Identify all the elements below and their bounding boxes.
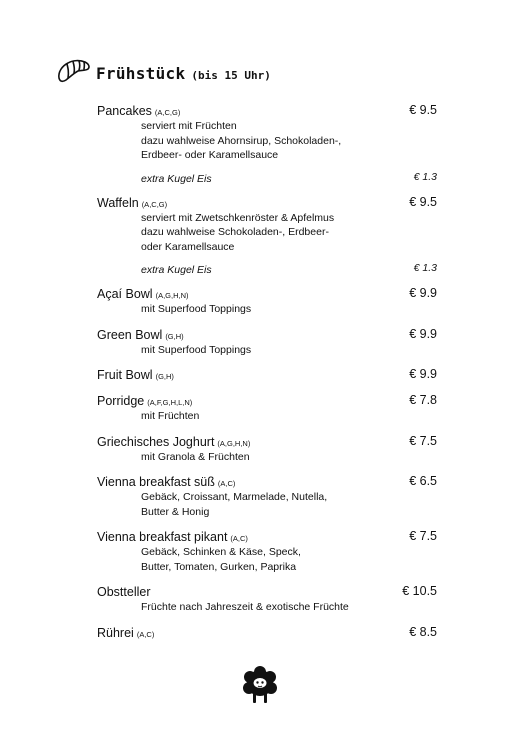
menu-item-price: € 6.5 <box>409 474 437 488</box>
menu-item-row <box>97 194 437 211</box>
menu-item-name: Fruit Bowl <box>97 368 153 382</box>
menu-item-name: Waffeln <box>97 195 139 210</box>
menu-item-name: Green Bowl <box>97 327 163 342</box>
menu-item-row <box>97 366 437 383</box>
menu-item <box>97 194 437 277</box>
menu-item-description <box>97 450 437 465</box>
description-line: Gebäck, Schinken & Käse, Speck, <box>141 546 301 558</box>
description-line: dazu wahlweise Schokoladen-, Erdbeer- <box>141 226 329 238</box>
description-line: mit Superfood Toppings <box>141 343 252 356</box>
menu-item-price: € 10.5 <box>402 584 437 598</box>
menu-item-name-wrap <box>97 394 192 408</box>
menu-item <box>97 583 437 615</box>
description-line: Früchte nach Jahreszeit & exotische Früchte <box>141 601 349 613</box>
page-title: Frühstück <box>96 64 186 83</box>
extra-option-name: extra Kugel Eis <box>141 264 212 276</box>
menu-item-name-wrap <box>97 435 250 449</box>
menu-item-description <box>97 119 437 163</box>
extra-option-price: € 1.3 <box>413 170 437 183</box>
allergen-codes: (A,G,H,N) <box>155 291 189 300</box>
menu-item-name: Vienna breakfast pikant <box>97 530 228 544</box>
allergen-codes: (A,C) <box>230 534 248 543</box>
description-line: serviert mit Früchten <box>141 120 237 132</box>
menu-item-price: € 9.9 <box>409 367 437 381</box>
menu-item-price: € 8.5 <box>409 624 437 639</box>
menu-item-row <box>97 102 437 119</box>
menu-item-name-wrap <box>97 104 180 118</box>
extra-option-name: extra Kugel Eis <box>141 172 212 185</box>
description-line: Erdbeer- oder Karamellsauce <box>141 149 279 161</box>
menu-item-name: Griechisches Joghurt <box>97 434 215 449</box>
allergen-codes: (A,C) <box>217 479 236 488</box>
menu-item-price: € 7.5 <box>409 529 437 543</box>
croissant-icon <box>56 56 92 84</box>
menu-item <box>97 473 437 519</box>
description-line: serviert mit Zwetschkenröster & Apfelmus <box>141 211 335 224</box>
menu-item-name: Vienna breakfast süß <box>97 475 215 489</box>
menu-item <box>97 102 437 185</box>
menu-item-price: € 9.5 <box>409 194 437 209</box>
menu-item-name-wrap <box>97 530 248 544</box>
menu-item-description <box>97 545 437 574</box>
menu-item-name: Pancakes <box>97 104 152 118</box>
menu-item-name-wrap <box>97 626 154 640</box>
menu-item-price: € 9.5 <box>409 103 437 117</box>
menu-item-row <box>97 326 437 343</box>
page-subtitle: (bis 15 Uhr) <box>191 69 271 82</box>
menu-item-description <box>97 211 437 255</box>
menu-item-row <box>97 473 437 490</box>
menu-item-row <box>97 433 437 450</box>
menu-item-description <box>97 490 437 519</box>
menu-item-name-wrap <box>97 368 174 382</box>
menu-item-name-wrap <box>97 328 184 342</box>
description-line: Butter, Tomaten, Gurken, Paprika <box>141 560 297 573</box>
extra-option <box>97 260 437 276</box>
menu-item-price: € 7.5 <box>409 433 437 448</box>
menu-item <box>97 366 437 383</box>
menu-item <box>97 326 437 358</box>
sheep-logo <box>241 666 279 706</box>
description-line: mit Superfood Toppings <box>141 303 252 315</box>
description-line: mit Früchten <box>141 410 200 422</box>
menu-item-price: € 7.8 <box>409 393 437 407</box>
description-line: oder Karamellsauce <box>141 240 235 253</box>
menu-list <box>97 102 437 650</box>
menu-item-price: € 9.9 <box>409 286 437 300</box>
description-line: Gebäck, Croissant, Marmelade, Nutella, <box>141 491 328 503</box>
allergen-codes: (G,H) <box>155 372 174 381</box>
menu-item <box>97 528 437 574</box>
allergen-codes: (A,G,H,N) <box>217 438 251 448</box>
menu-item-description <box>97 409 437 424</box>
allergen-codes: (A,C,G) <box>154 108 181 117</box>
menu-item-name-wrap <box>97 287 189 301</box>
menu-item-name: Obstteller <box>97 585 151 599</box>
menu-item-description <box>97 343 437 358</box>
menu-item-name-wrap <box>97 585 151 599</box>
menu-item <box>97 285 437 317</box>
menu-item-name: Açaí Bowl <box>97 287 153 301</box>
allergen-codes: (A,F,G,H,L,N) <box>147 398 193 407</box>
menu-item <box>97 433 437 465</box>
menu-item-row <box>97 624 437 641</box>
allergen-codes: (A,C) <box>136 629 155 639</box>
allergen-codes: (A,C,G) <box>141 199 168 209</box>
description-line: Butter & Honig <box>141 505 210 518</box>
extra-option <box>97 169 437 185</box>
menu-item-row <box>97 583 437 600</box>
menu-item-name: Rührei <box>97 625 134 640</box>
description-line: dazu wahlweise Ahornsirup, Schokoladen-, <box>141 134 342 147</box>
description-line: mit Granola & Früchten <box>141 450 250 463</box>
menu-item-name-wrap <box>97 196 167 210</box>
menu-item <box>97 624 437 641</box>
menu-item-description <box>97 302 437 317</box>
menu-item <box>97 392 437 424</box>
menu-item-row <box>97 392 437 409</box>
extra-option-price: € 1.3 <box>413 262 437 274</box>
menu-item-description <box>97 600 437 615</box>
menu-item-name: Porridge <box>97 394 145 408</box>
allergen-codes: (G,H) <box>165 331 184 341</box>
menu-item-row <box>97 285 437 302</box>
menu-item-row <box>97 528 437 545</box>
menu-item-price: € 9.9 <box>409 326 437 341</box>
menu-item-name-wrap <box>97 475 235 489</box>
